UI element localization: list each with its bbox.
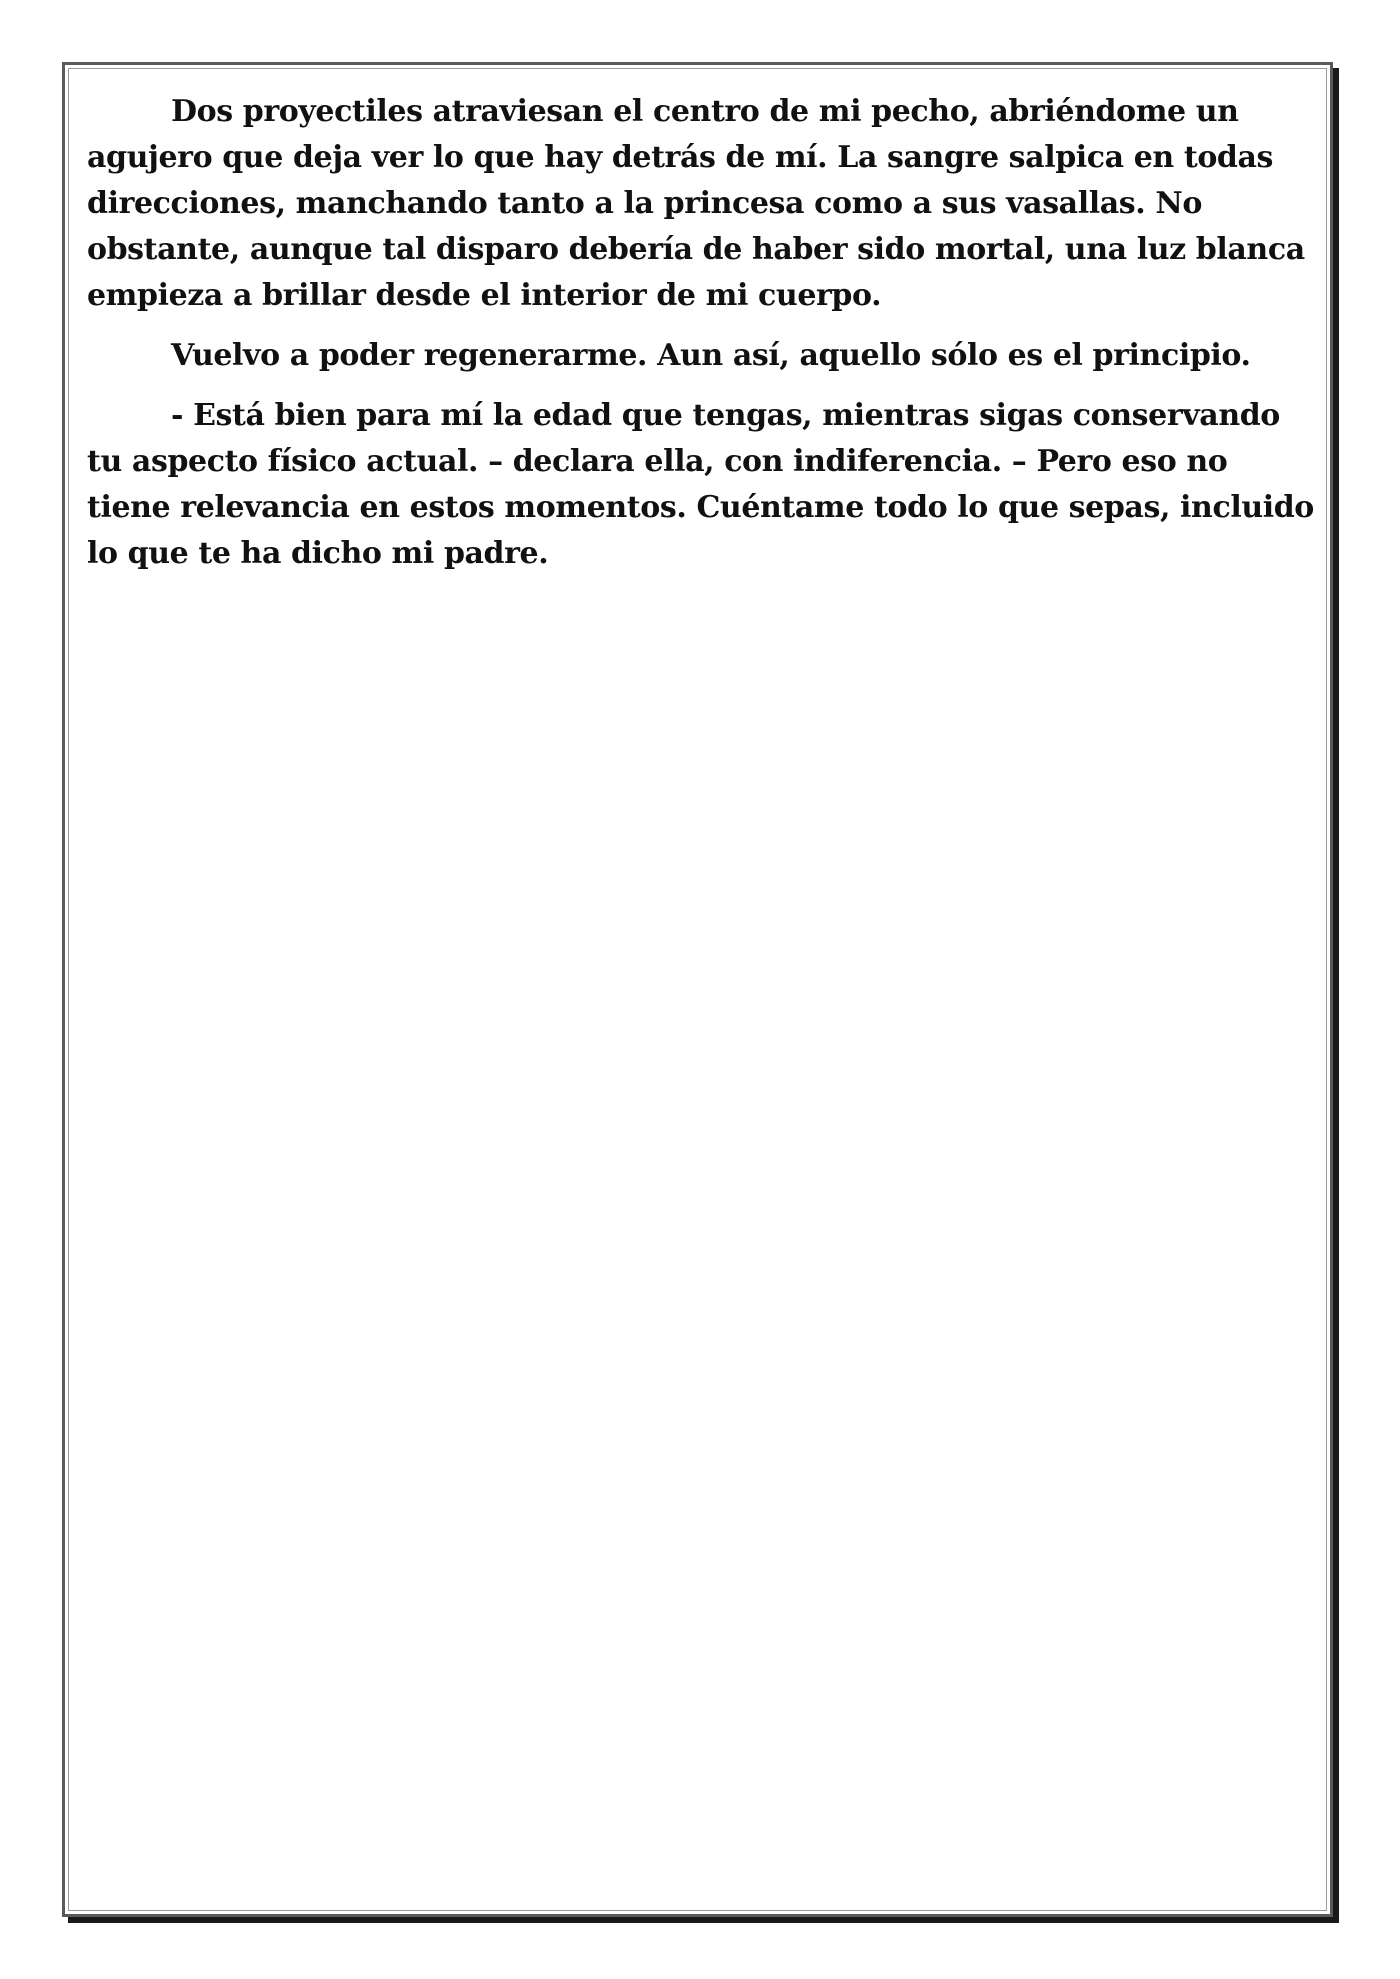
paragraph-2: Vuelvo a poder regenerarme. Aun así, aquello sólo es el principio. (171, 338, 1251, 373)
paragraph-3: - Está bien para mí la edad que tengas, mientras sigas conservando tu aspecto físico actual. – declara ella, con indiferencia. – Pero eso no tiene relevancia en estos momentos. Cuéntame todo lo que sepas, incluido lo que te ha dicho mi padre. (87, 398, 1314, 571)
page-frame (62, 62, 1333, 1917)
text-body (87, 89, 1315, 591)
paragraph-1: Dos proyectiles atraviesan el centro de mi pecho, abriéndome un agujero que deja ver lo que hay detrás de mí. La sangre salpica en todas direcciones, manchando tanto a la princesa como a sus vasallas. No obstante, aunque tal disparo debería de haber sido mortal, una luz blanca empieza a brillar desde el interior de mi cuerpo. (87, 94, 1305, 313)
